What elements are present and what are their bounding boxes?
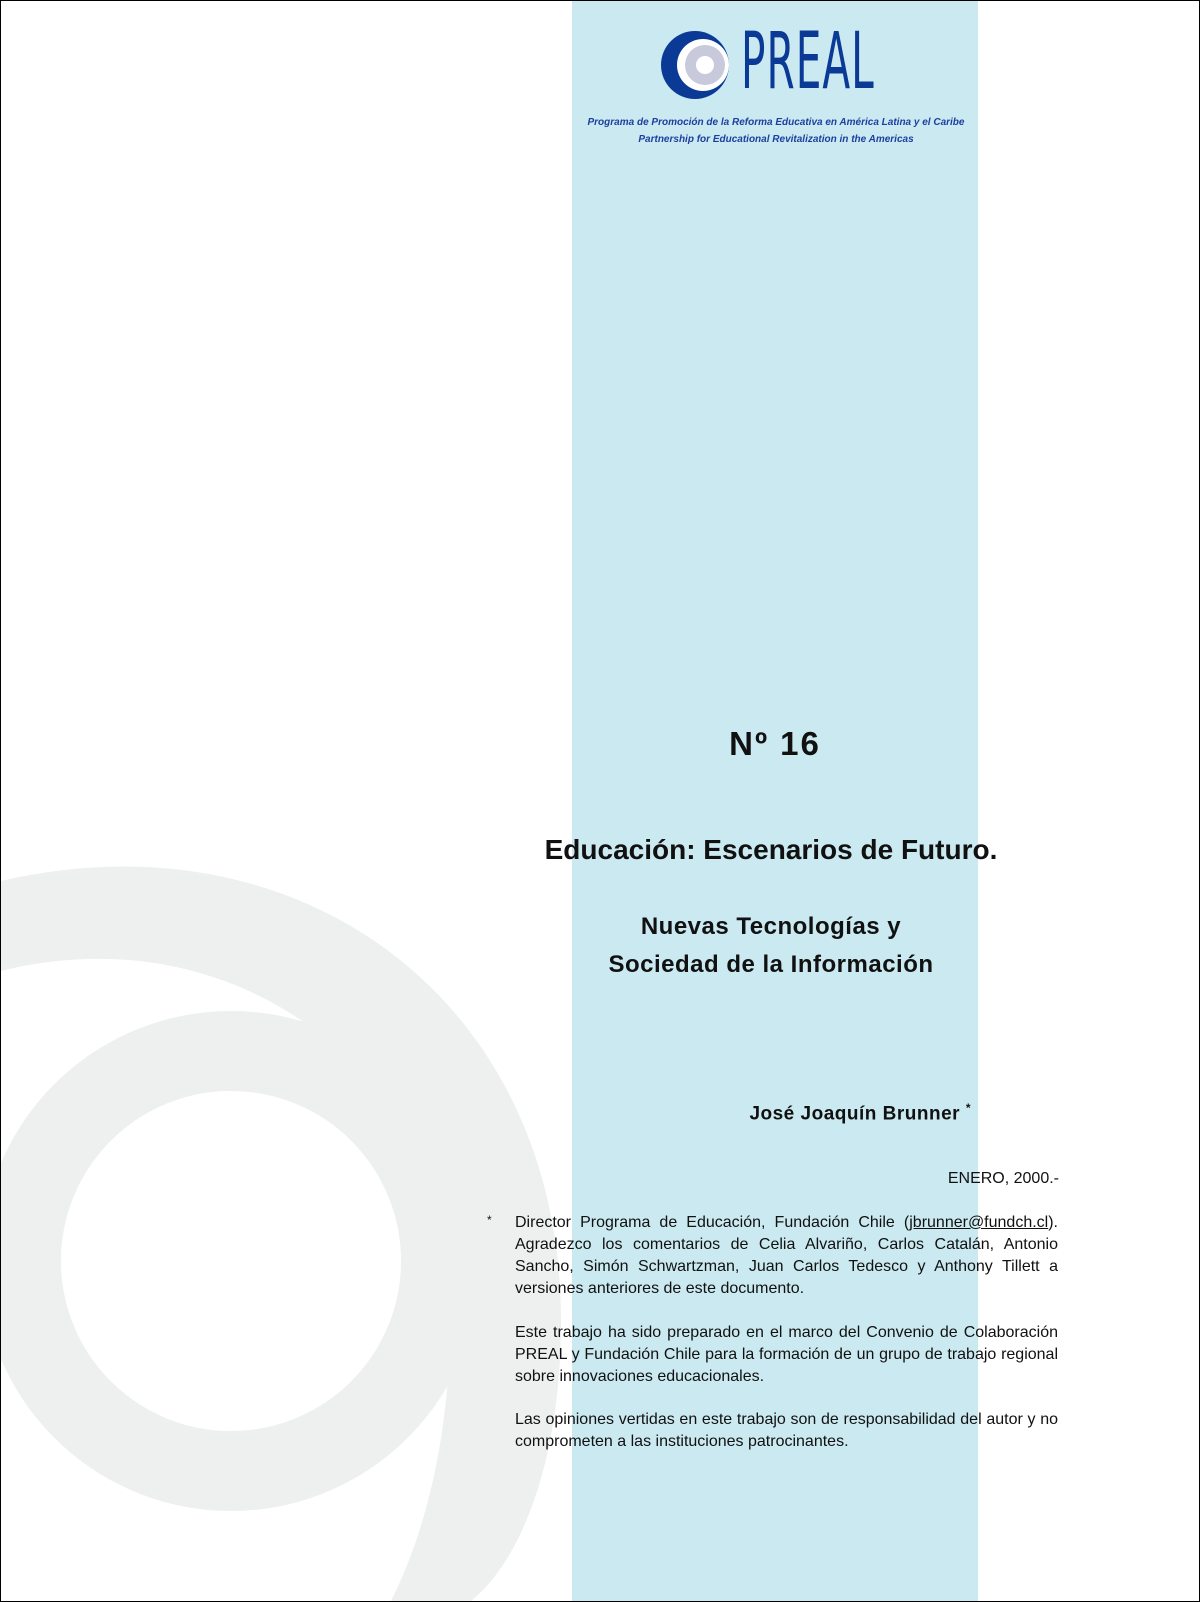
document-subtitle-line-1: Nuevas Tecnologías y bbox=[640, 913, 902, 940]
footnote-mark: * bbox=[487, 1213, 492, 1227]
preal-logo-text: PREAL bbox=[741, 17, 875, 107]
logo-tagline-en: Partnership for Educational Revitalization in the Americas bbox=[638, 134, 914, 145]
publication-date: ENERO, 2000.- bbox=[947, 1170, 1059, 1187]
footnote-p1-start: Director Programa de Educación, Fundación Chile ( bbox=[515, 1214, 910, 1231]
footnote-paragraph-2: Este trabajo ha sido preparado en el marco del Convenio de Colaboración PREAL y Fundación Chile para la formación de un grupo de trabajo regional sobre innovaciones educacionales. bbox=[515, 1324, 1058, 1385]
author-email-link[interactable]: jbrunner@fundch.cl bbox=[909, 1214, 1049, 1231]
footnote-paragraph-3: Las opiniones vertidas en este trabajo son de responsabilidad del autor y no comprometen a las instituciones patrocinantes. bbox=[515, 1411, 1058, 1450]
document-subtitle-line-2: Sociedad de la Información bbox=[608, 951, 934, 978]
document-title: Educación: Escenarios de Futuro. bbox=[544, 834, 998, 865]
author-footnote-mark: * bbox=[965, 1101, 971, 1115]
document-number: Nº 16 bbox=[729, 725, 821, 762]
footnote-paragraph-1 bbox=[515, 1212, 1058, 1300]
author-text: José Joaquín Brunner bbox=[749, 1103, 961, 1125]
footnote-p1-rest: ). Agradezco los comentarios de Celia Alvariño, Carlos Catalán, Antonio Sancho, Simón Schwartzman, Juan Carlos Tedesco y Anthony Tillett a versiones anteriores de este documento. bbox=[515, 1214, 1058, 1297]
author-name bbox=[601, 1101, 971, 1125]
logo-tagline-es: Programa de Promoción de la Reforma Educativa en América Latina y el Caribe bbox=[587, 117, 965, 128]
